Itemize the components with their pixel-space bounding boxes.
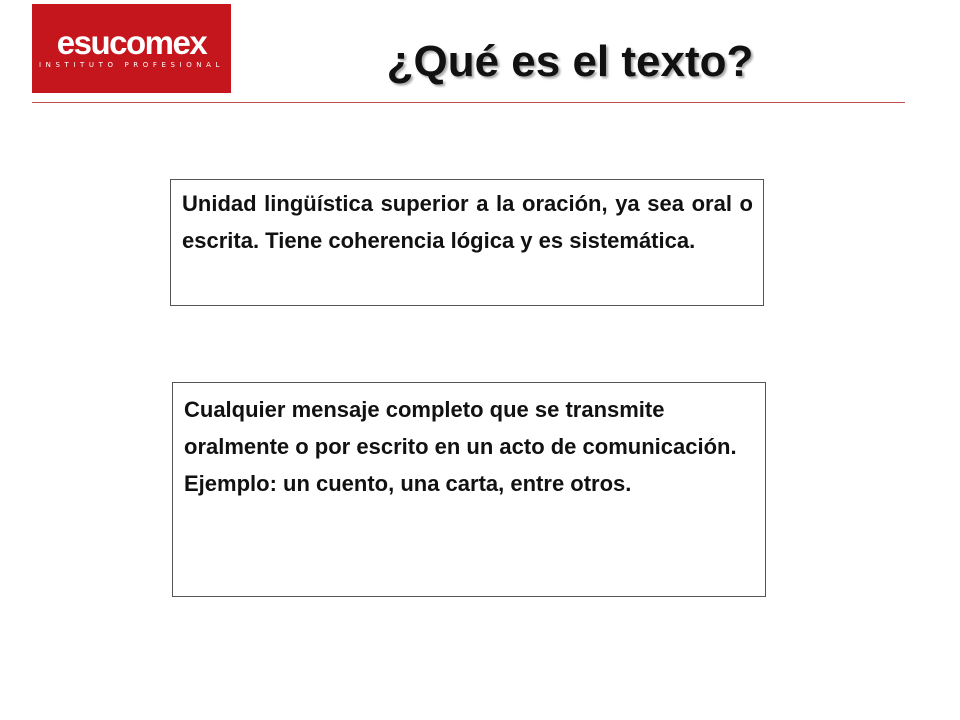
definition-text: Unidad lingüística superior a la oración, ya sea oral o escrita. Tiene coherencia lógica y es sistemática. <box>182 191 753 253</box>
title-divider <box>32 102 905 103</box>
logo-wordmark: esucomex <box>56 24 207 61</box>
description-text: Cualquier mensaje completo que se transmite oralmente o por escrito en un acto de comunicación. <box>184 397 737 459</box>
description-box <box>172 382 766 597</box>
definition-box <box>170 179 764 306</box>
logo-tagline: INSTITUTO PROFESIONAL <box>38 61 225 69</box>
esucomex-logo <box>32 4 231 93</box>
slide-title: ¿Qué es el texto? <box>386 37 754 86</box>
example-text: Ejemplo: un cuento, una carta, entre otros. <box>184 471 632 496</box>
